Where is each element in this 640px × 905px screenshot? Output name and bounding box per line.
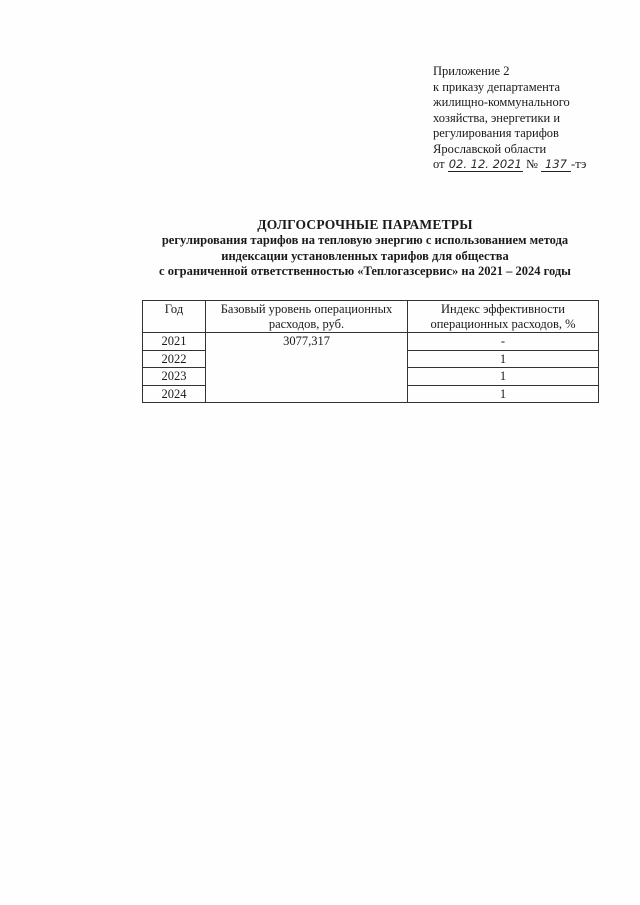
cell-base-value: 3077,317 — [206, 333, 408, 403]
header-efficiency-index: Индекс эффективности операционных расходов, % — [408, 301, 599, 333]
appendix-line: к приказу департамента — [433, 79, 561, 94]
title-line: регулирования тарифов на тепловую энергию с использованием метода — [161, 233, 569, 247]
header-year: Год — [143, 301, 206, 333]
cell-index: 1 — [408, 350, 599, 368]
table-row — [143, 333, 599, 351]
page-title: ДОЛГОСРОЧНЫЕ ПАРАМЕТРЫ — [257, 217, 473, 232]
appendix-line: Приложение 2 — [433, 64, 510, 78]
date-prefix: от — [433, 157, 445, 171]
title-line: с ограниченной ответственностью «Теплогазсервис» на 2021 – 2024 годы — [159, 264, 571, 278]
cell-year: 2022 — [143, 350, 206, 368]
handwritten-number: 137 — [541, 158, 571, 172]
cell-index: - — [408, 333, 599, 351]
appendix-line: хозяйства, энергетики и — [433, 110, 561, 125]
appendix-line: жилищно-коммунального — [433, 95, 570, 109]
appendix-line: регулирования тарифов — [433, 126, 559, 140]
table-header-row — [143, 301, 599, 333]
appendix-date-line — [433, 157, 633, 173]
cell-year: 2021 — [143, 333, 206, 351]
cell-index: 1 — [408, 385, 599, 403]
appendix-line: Ярославской области — [433, 141, 547, 156]
number-sign: № — [525, 157, 538, 171]
handwritten-date: 02. 12. 2021 — [448, 157, 522, 171]
parameters-table — [142, 300, 599, 403]
cell-year: 2024 — [143, 385, 206, 403]
number-suffix: -тэ — [571, 157, 587, 171]
cell-year: 2023 — [143, 368, 206, 386]
title-line: индексации установленных тарифов для общества — [221, 248, 509, 263]
header-base-level: Базовый уровень операционных расходов, руб. — [206, 301, 408, 333]
appendix-block — [433, 64, 633, 173]
cell-index: 1 — [408, 368, 599, 386]
title-block — [100, 216, 630, 280]
